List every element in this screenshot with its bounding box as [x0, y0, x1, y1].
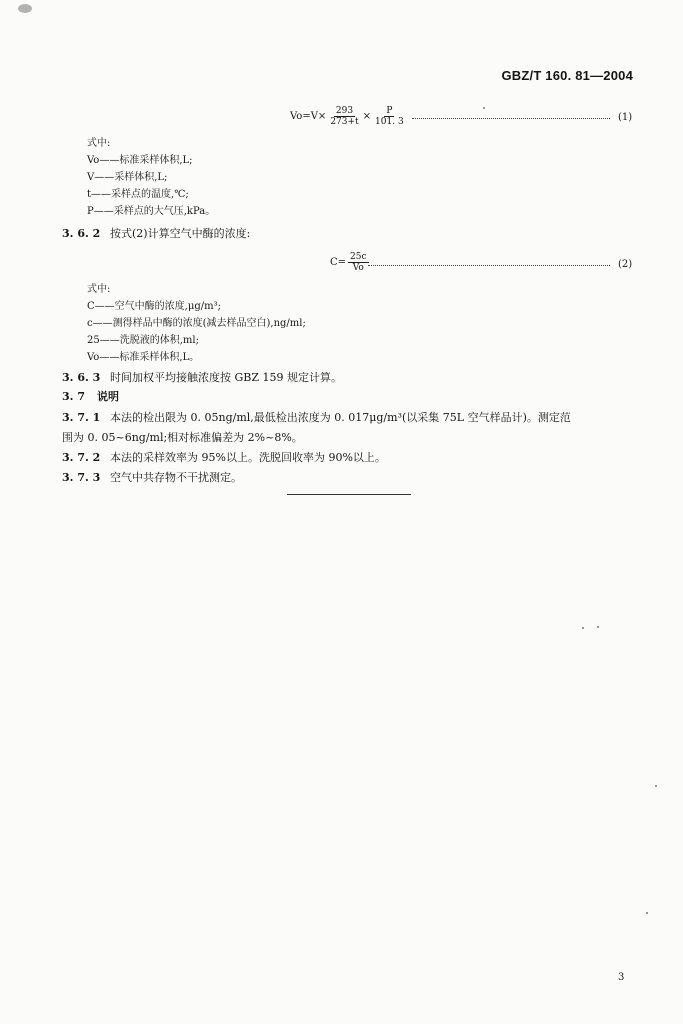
equation-number-2: (2) [618, 259, 633, 270]
equation-number-1: (1) [618, 112, 633, 123]
fraction-denominator: 101. 3 [375, 117, 404, 127]
fraction-denominator: 273+t [330, 117, 359, 127]
fraction-numerator: 25c [350, 252, 367, 262]
where-item: Vo——标准采样体积,L; [87, 155, 193, 166]
formula-2-lhs: C= [330, 257, 347, 268]
fraction-numerator: 293 [335, 106, 354, 116]
section-text-continued: 围为 0. 05~6ng/ml;相对标准偏差为 2%~8%。 [62, 431, 303, 444]
section-text: 时间加权平均接触浓度按 GBZ 159 规定计算。 [110, 371, 342, 384]
where-item: 25——洗脱液的体积,ml; [87, 335, 199, 346]
section-number: 3. 6. 3 [62, 371, 101, 384]
section-number: 3. 7 [62, 390, 85, 403]
section-text: 空气中共存物不干扰测定。 [110, 471, 242, 484]
where-item: C——空气中酶的浓度,μg/m³; [87, 301, 221, 312]
where-item: t——采样点的温度,℃; [87, 189, 189, 200]
dot-leader-1 [412, 118, 610, 119]
fraction-numerator: P [386, 106, 393, 116]
where-item: P——采样点的大气压,kPa。 [87, 206, 216, 217]
section-text: 本法的检出限为 0. 05ng/ml,最低检出浓度为 0. 017μg/m³(以采集 75L 空气样品计)。测定范 [110, 411, 571, 424]
scan-speck [483, 107, 485, 109]
section-text: 本法的采样效率为 95%以上。洗脱回收率为 90%以上。 [110, 451, 386, 464]
page-number: 3 [618, 972, 625, 983]
scan-speck [655, 785, 657, 787]
formula-2 [330, 252, 371, 273]
where-intro-2: 式中: [87, 284, 111, 295]
section-number: 3. 7. 3 [62, 471, 101, 484]
scan-speck [597, 626, 599, 628]
standard-code-header: GBZ/T 160. 81—2004 [501, 68, 633, 83]
scan-speck [582, 627, 584, 629]
where-item: V——采样体积,L; [87, 172, 168, 183]
section-number: 3. 6. 2 [62, 227, 101, 240]
section-number: 3. 7. 2 [62, 451, 101, 464]
where-intro-1: 式中: [87, 138, 111, 149]
formula-1 [290, 106, 408, 127]
formula-1-lhs: Vo=V× [290, 111, 327, 122]
fraction-temperature [328, 106, 360, 127]
section-number: 3. 7. 1 [62, 411, 101, 424]
section-text: 按式(2)计算空气中酶的浓度: [110, 227, 251, 240]
end-rule [287, 494, 411, 495]
fraction-concentration [348, 252, 369, 273]
dot-leader-2 [368, 265, 610, 266]
fraction-pressure [373, 106, 406, 127]
fraction-denominator: Vo [352, 263, 364, 273]
scan-speck [18, 4, 32, 13]
times-sign: × [362, 111, 372, 122]
where-item: Vo——标准采样体积,L。 [87, 352, 200, 363]
where-item: c——测得样品中酶的浓度(减去样品空白),ng/ml; [87, 318, 306, 329]
scan-speck [646, 912, 648, 914]
section-title: 说明 [97, 390, 119, 403]
